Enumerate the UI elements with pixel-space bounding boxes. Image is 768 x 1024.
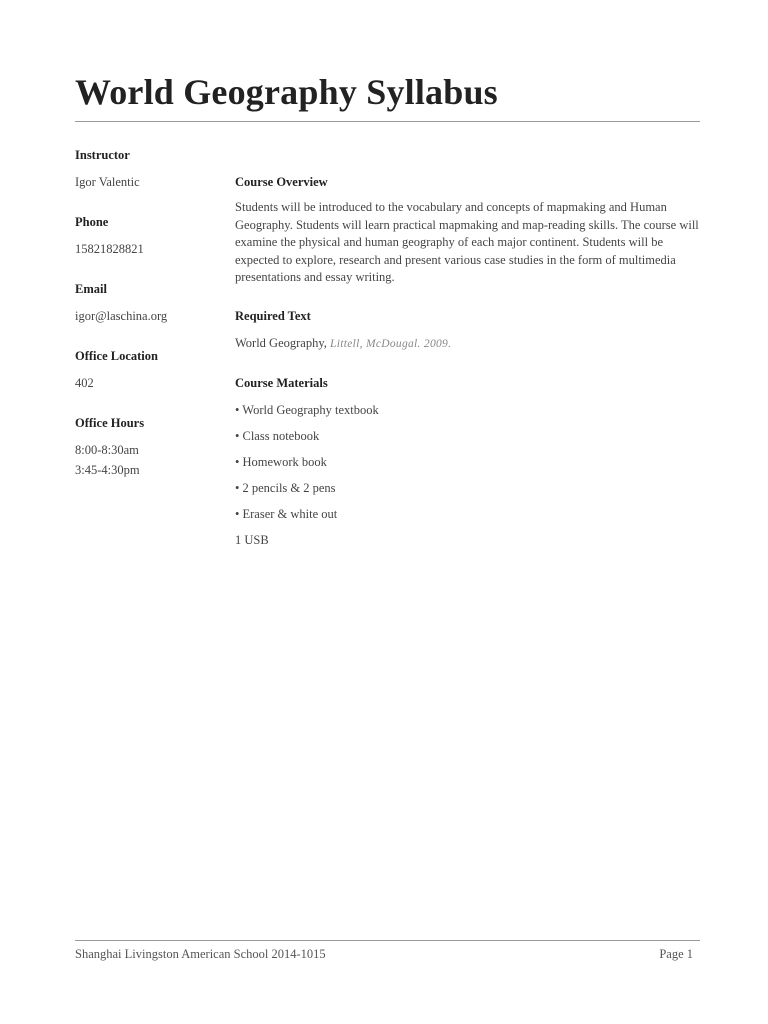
course-overview-heading: Course Overview xyxy=(235,175,328,189)
required-text-heading: Required Text xyxy=(235,308,311,323)
list-item: • 2 pencils & 2 pens xyxy=(235,480,336,495)
instructor-block xyxy=(75,146,215,192)
course-materials-section xyxy=(235,374,705,550)
email-value: igor@laschina.org xyxy=(75,309,168,323)
phone-label: Phone xyxy=(75,215,109,229)
phone-block xyxy=(75,213,215,259)
footer-divider xyxy=(75,940,700,941)
list-item: • Homework book xyxy=(235,454,327,469)
instructor-value: Igor Valentic xyxy=(75,175,140,189)
materials-list xyxy=(235,400,705,524)
instructor-label: Instructor xyxy=(75,148,130,162)
materials-extra: 1 USB xyxy=(235,532,269,547)
office-location-value: 402 xyxy=(75,376,94,390)
title-divider xyxy=(75,121,700,122)
office-location-label: Office Location xyxy=(75,349,158,363)
office-hours-block xyxy=(75,414,215,480)
course-materials-heading: Course Materials xyxy=(235,375,328,390)
required-text-section xyxy=(235,307,705,354)
email-block xyxy=(75,280,215,326)
instructor-sidebar xyxy=(75,146,215,501)
office-hours-value xyxy=(75,440,215,480)
required-text-entry xyxy=(235,333,705,354)
office-hours-morning: 8:00-8:30am xyxy=(75,443,139,457)
syllabus-main xyxy=(235,173,705,570)
required-text-citation: Littell, McDougal. 2009. xyxy=(330,337,452,350)
footer-page-number: Page 1 xyxy=(659,947,693,961)
office-hours-label: Office Hours xyxy=(75,416,145,430)
list-item: • Eraser & white out xyxy=(235,506,338,521)
office-location-block xyxy=(75,347,215,393)
phone-value: 15821828821 xyxy=(75,242,144,256)
course-overview-section xyxy=(235,173,705,287)
document-title: World Geography Syllabus xyxy=(75,72,498,112)
office-hours-afternoon: 3:45-4:30pm xyxy=(75,463,140,477)
list-item: • World Geography textbook xyxy=(235,402,379,417)
footer-school: Shanghai Livingston American School 2014-1015 xyxy=(75,947,326,961)
email-label: Email xyxy=(75,282,107,296)
course-overview-text: Students will be introduced to the vocabulary and concepts of mapmaking and Human Geography. Students will learn practical mapmaking and map-reading skills. The course will examine the physical and human geography of each major continent. Students will be expected to explore, research and present various case studies in the form of multimedia presentations and essay writing. xyxy=(235,200,699,284)
required-text-title: World Geography, xyxy=(235,335,327,350)
list-item: • Class notebook xyxy=(235,428,320,443)
